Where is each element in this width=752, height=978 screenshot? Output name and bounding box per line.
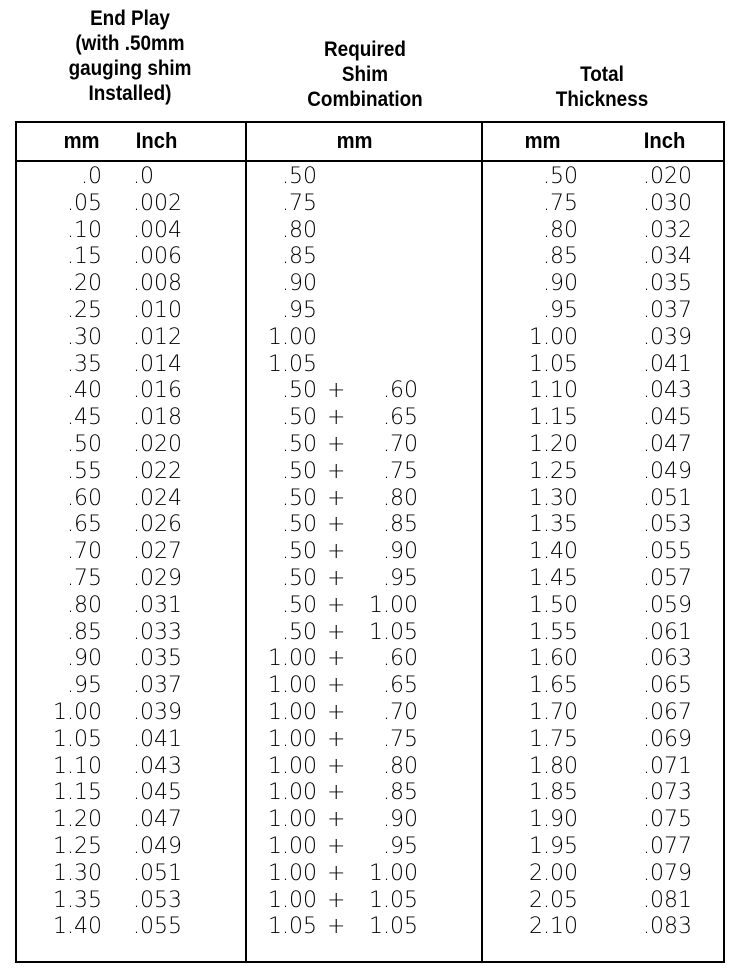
shim-b-cell: 1.00 [369,860,418,886]
total-mm-cell: 1.45 [529,565,578,591]
end-play-mm-cell: .85 [67,619,102,645]
total-mm-cell: .75 [543,190,578,216]
end-play-inch-cell: .018 [133,405,182,431]
subheader-end-play-mm: mm [63,128,100,153]
total-inch-cell: .055 [643,539,692,565]
shim-b-cell: .75 [383,726,418,752]
header-required-line: Shim [341,63,389,86]
shim-a-cell: .50 [282,619,317,645]
shim-a-cell: .75 [282,190,317,216]
shim-b-cell: .90 [383,807,418,833]
end-play-mm-cell: 1.10 [53,753,102,779]
end-play-inch-cell: .012 [133,324,182,350]
total-inch-cell: .032 [643,217,692,243]
end-play-mm-cell: .35 [67,351,102,377]
total-mm-cell: 1.80 [529,753,578,779]
total-mm-cell: 1.60 [529,646,578,672]
end-play-mm-cell: .55 [67,458,102,484]
plus-sign: + [327,646,346,672]
table-row [0,566,752,593]
total-mm-cell: .95 [543,297,578,323]
shim-a-cell: 1.00 [268,860,317,886]
table-body [0,164,752,941]
end-play-mm-cell: 1.25 [53,833,102,859]
total-inch-cell: .069 [643,726,692,752]
shim-a-cell: .50 [282,592,317,618]
shim-a-cell: .85 [282,244,317,270]
end-play-mm-cell: 1.35 [53,887,102,913]
end-play-inch-cell: .029 [133,565,182,591]
plus-sign: + [327,780,346,806]
table-row [0,539,752,566]
subheader-divider [15,160,725,162]
table-row [0,593,752,620]
total-inch-cell: .079 [643,860,692,886]
header-end-play-line: gauging shim [68,57,192,80]
end-play-mm-cell: .75 [67,565,102,591]
plus-sign: + [327,458,346,484]
header-total-line: Total [580,63,624,86]
shim-a-cell: .50 [282,378,317,404]
table-row [0,164,752,191]
end-play-mm-cell: .60 [67,485,102,511]
total-mm-cell: 1.30 [529,485,578,511]
shim-b-cell: 1.05 [369,619,418,645]
plus-sign: + [327,431,346,457]
shim-b-cell: .80 [383,485,418,511]
end-play-inch-cell: .035 [133,646,182,672]
header-total-line: Thickness [555,88,649,111]
total-inch-cell: .081 [643,887,692,913]
table-row [0,191,752,218]
plus-sign: + [327,592,346,618]
end-play-mm-cell: .65 [67,512,102,538]
total-mm-cell: 1.35 [529,512,578,538]
table-row [0,486,752,513]
plus-sign: + [327,726,346,752]
end-play-inch-cell: .010 [133,297,182,323]
table-row [0,914,752,941]
total-mm-cell: 1.25 [529,458,578,484]
shim-b-cell: .65 [383,405,418,431]
end-play-inch-cell: .041 [133,726,182,752]
table-row [0,673,752,700]
total-mm-cell: 1.50 [529,592,578,618]
end-play-mm-cell: .0 [81,164,102,189]
end-play-inch-cell: .031 [133,592,182,618]
total-mm-cell: 2.00 [529,860,578,886]
table-row [0,620,752,647]
end-play-inch-cell: .014 [133,351,182,377]
shim-a-cell: 1.00 [268,699,317,725]
end-play-inch-cell: .047 [133,807,182,833]
plus-sign: + [327,887,346,913]
shim-a-cell: .50 [282,565,317,591]
shim-b-cell: .85 [383,780,418,806]
total-inch-cell: .061 [643,619,692,645]
total-inch-cell: .075 [643,807,692,833]
total-mm-cell: 1.05 [529,351,578,377]
end-play-inch-cell: .002 [133,190,182,216]
end-play-inch-cell: .039 [133,699,182,725]
total-mm-cell: .80 [543,217,578,243]
total-mm-cell: 1.55 [529,619,578,645]
total-inch-cell: .057 [643,565,692,591]
end-play-mm-cell: .70 [67,539,102,565]
plus-sign: + [327,619,346,645]
total-inch-cell: .045 [643,405,692,431]
plus-sign: + [327,565,346,591]
subheader-end-play-inch: Inch [135,128,178,153]
end-play-inch-cell: .004 [133,217,182,243]
shim-b-cell: 1.05 [369,887,418,913]
table-row [0,646,752,673]
header-end-play [40,6,220,106]
total-inch-cell: .049 [643,458,692,484]
shim-a-cell: 1.00 [268,833,317,859]
shim-a-cell: .50 [282,539,317,565]
total-inch-cell: .083 [643,914,692,940]
table-row [0,405,752,432]
shim-b-cell: .70 [383,431,418,457]
end-play-inch-cell: .037 [133,673,182,699]
shim-b-cell: .65 [383,673,418,699]
total-mm-cell: 1.15 [529,405,578,431]
end-play-inch-cell: .027 [133,539,182,565]
table-row [0,325,752,352]
plus-sign: + [327,860,346,886]
plus-sign: + [327,405,346,431]
shim-b-cell: .85 [383,512,418,538]
total-mm-cell: 1.00 [529,324,578,350]
end-play-inch-cell: .0 [133,164,154,189]
total-mm-cell: 1.10 [529,378,578,404]
subheader-shim-mm: mm [336,128,373,153]
shim-b-cell: 1.00 [369,592,418,618]
shim-a-cell: 1.00 [268,646,317,672]
total-mm-cell: .85 [543,244,578,270]
total-mm-cell: 1.75 [529,726,578,752]
total-mm-cell: 1.95 [529,833,578,859]
shim-a-cell: .50 [282,405,317,431]
total-inch-cell: .051 [643,485,692,511]
shim-a-cell: .50 [282,458,317,484]
table-row [0,727,752,754]
total-mm-cell: 1.20 [529,431,578,457]
table-row [0,378,752,405]
shim-a-cell: .50 [282,485,317,511]
total-inch-cell: .059 [643,592,692,618]
total-mm-cell: .90 [543,271,578,297]
shim-a-cell: .50 [282,512,317,538]
shim-a-cell: 1.00 [268,887,317,913]
table-row [0,244,752,271]
table-row [0,512,752,539]
total-inch-cell: .047 [643,431,692,457]
total-inch-cell: .039 [643,324,692,350]
end-play-mm-cell: 1.15 [53,780,102,806]
total-mm-cell: 2.05 [529,887,578,913]
end-play-mm-cell: 1.40 [53,914,102,940]
total-inch-cell: .020 [643,164,692,189]
end-play-inch-cell: .022 [133,458,182,484]
end-play-mm-cell: .80 [67,592,102,618]
end-play-mm-cell: .50 [67,431,102,457]
shim-a-cell: .80 [282,217,317,243]
total-inch-cell: .077 [643,833,692,859]
total-inch-cell: .065 [643,673,692,699]
shim-a-cell: 1.05 [268,914,317,940]
end-play-inch-cell: .020 [133,431,182,457]
shim-b-cell: .95 [383,833,418,859]
total-mm-cell: 1.90 [529,807,578,833]
end-play-mm-cell: .05 [67,190,102,216]
end-play-inch-cell: .049 [133,833,182,859]
table-row [0,754,752,781]
end-play-inch-cell: .053 [133,887,182,913]
end-play-inch-cell: .008 [133,271,182,297]
end-play-inch-cell: .006 [133,244,182,270]
end-play-inch-cell: .033 [133,619,182,645]
plus-sign: + [327,378,346,404]
shim-a-cell: 1.00 [268,673,317,699]
table-row [0,888,752,915]
table-row [0,459,752,486]
total-inch-cell: .071 [643,753,692,779]
shim-a-cell: 1.00 [268,726,317,752]
plus-sign: + [327,833,346,859]
total-inch-cell: .067 [643,699,692,725]
plus-sign: + [327,914,346,940]
shim-b-cell: .60 [383,646,418,672]
end-play-mm-cell: .15 [67,244,102,270]
shim-a-cell: .90 [282,271,317,297]
end-play-inch-cell: .045 [133,780,182,806]
plus-sign: + [327,673,346,699]
header-end-play-line: (with .50mm [75,32,185,55]
end-play-mm-cell: .10 [67,217,102,243]
plus-sign: + [327,807,346,833]
shim-b-cell: .75 [383,458,418,484]
shim-b-cell: 1.05 [369,914,418,940]
end-play-mm-cell: .25 [67,297,102,323]
total-inch-cell: .043 [643,378,692,404]
end-play-mm-cell: .30 [67,324,102,350]
end-play-inch-cell: .051 [133,860,182,886]
total-inch-cell: .041 [643,351,692,377]
shim-b-cell: .90 [383,539,418,565]
header-required-line: Combination [307,88,423,111]
table-row [0,218,752,245]
end-play-mm-cell: 1.30 [53,860,102,886]
table-row [0,807,752,834]
plus-sign: + [327,539,346,565]
end-play-mm-cell: .20 [67,271,102,297]
table-row [0,780,752,807]
total-inch-cell: .030 [643,190,692,216]
shim-b-cell: .80 [383,753,418,779]
end-play-mm-cell: .90 [67,646,102,672]
end-play-mm-cell: .95 [67,673,102,699]
end-play-inch-cell: .055 [133,914,182,940]
total-inch-cell: .034 [643,244,692,270]
header-total-thickness [498,62,707,112]
table-row [0,271,752,298]
end-play-inch-cell: .026 [133,512,182,538]
shim-a-cell: 1.00 [268,807,317,833]
total-mm-cell: 1.70 [529,699,578,725]
table-row [0,432,752,459]
total-inch-cell: .037 [643,297,692,323]
shim-a-cell: 1.00 [268,753,317,779]
total-mm-cell: 1.85 [529,780,578,806]
shim-a-cell: .50 [282,164,317,189]
plus-sign: + [327,753,346,779]
header-end-play-line: End Play [90,7,170,30]
total-inch-cell: .063 [643,646,692,672]
shim-a-cell: 1.00 [268,780,317,806]
total-mm-cell: 1.65 [529,673,578,699]
total-mm-cell: 1.40 [529,539,578,565]
total-mm-cell: 2.10 [529,914,578,940]
total-mm-cell: .50 [543,164,578,189]
total-inch-cell: .053 [643,512,692,538]
shim-a-cell: 1.05 [268,351,317,377]
end-play-inch-cell: .043 [133,753,182,779]
table-row [0,700,752,727]
subheader-total-mm: mm [524,128,561,153]
plus-sign: + [327,512,346,538]
end-play-inch-cell: .016 [133,378,182,404]
header-end-play-line: Installed) [88,82,172,105]
subheader-total-inch: Inch [643,128,686,153]
shim-b-cell: .70 [383,699,418,725]
end-play-mm-cell: 1.00 [53,699,102,725]
end-play-mm-cell: 1.20 [53,807,102,833]
header-required-line: Required [324,38,406,61]
total-inch-cell: .035 [643,271,692,297]
table-row [0,861,752,888]
end-play-inch-cell: .024 [133,485,182,511]
header-required-shim [262,37,469,112]
table-row [0,298,752,325]
total-inch-cell: .073 [643,780,692,806]
shim-b-cell: .60 [383,378,418,404]
plus-sign: + [327,485,346,511]
plus-sign: + [327,699,346,725]
shim-b-cell: .95 [383,565,418,591]
end-play-mm-cell: .45 [67,405,102,431]
end-play-mm-cell: 1.05 [53,726,102,752]
shim-a-cell: .50 [282,431,317,457]
table-row [0,352,752,379]
end-play-mm-cell: .40 [67,378,102,404]
shim-a-cell: 1.00 [268,324,317,350]
table-row [0,834,752,861]
shim-a-cell: .95 [282,297,317,323]
